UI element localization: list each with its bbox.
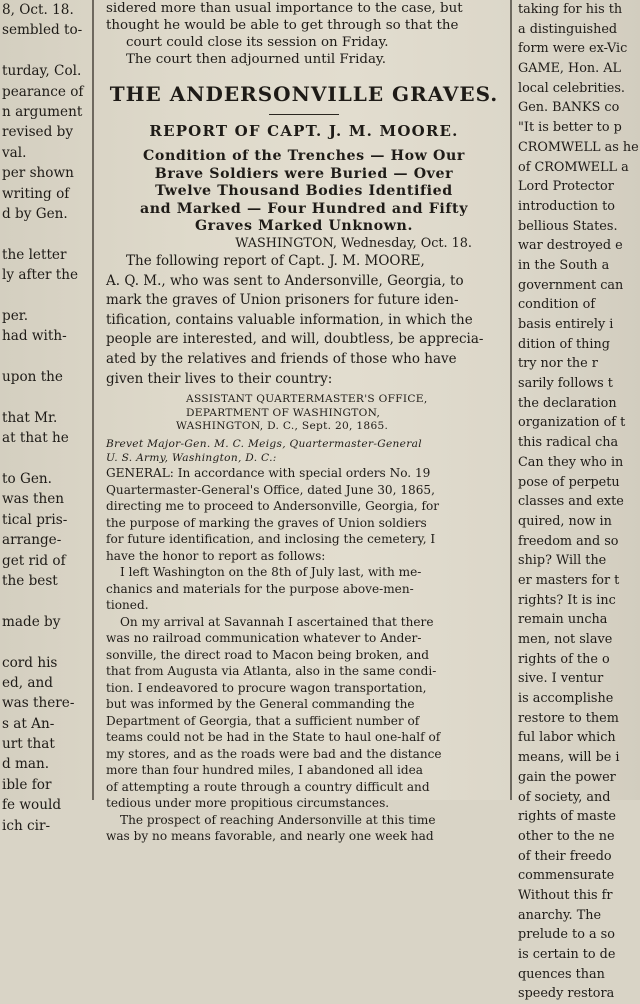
text-line: restore to them: [518, 710, 619, 726]
text-line: to Gen.: [2, 470, 52, 487]
text-line: other to the ne: [518, 828, 615, 844]
text-line: was then: [2, 491, 65, 508]
text-line: ed, and: [2, 674, 53, 691]
text-line: in the South a: [518, 257, 610, 273]
text-line: On my arrival at Savannah I ascertained that there: [120, 614, 434, 629]
text-line: GAME, Hon. AL: [518, 61, 622, 77]
text-line: Can they who in: [518, 454, 624, 470]
text-line: writing of: [2, 185, 70, 202]
text-line: get rid of: [2, 552, 66, 569]
text-line: local celebrities.: [518, 80, 626, 96]
headline-deck: [106, 148, 502, 236]
text-line: pose of perpetu: [518, 474, 620, 490]
text-line: teams could not be had in the State to haul one-half of: [106, 730, 441, 745]
text-line: that Mr.: [2, 409, 58, 426]
text-line: at that he: [2, 430, 69, 447]
text-line: is accomplishe: [518, 691, 614, 707]
memo-line: ASSISTANT QUARTERMASTER'S OFFICE,: [186, 393, 428, 406]
text-line: 8, Oct. 18.: [2, 2, 74, 18]
text-line: anarchy. The: [518, 907, 602, 923]
text-line: the best: [2, 572, 58, 589]
text-line: tical pris-: [2, 511, 68, 528]
memo-addressee: [106, 438, 502, 465]
headline: THE ANDERSONVILLE GRAVES.: [109, 82, 499, 106]
text-line: revised by: [2, 124, 73, 141]
text-line: given their lives to their country:: [106, 370, 333, 387]
subheadline: REPORT OF CAPT. J. M. MOORE.: [149, 122, 459, 140]
text-line: freedom and so: [518, 533, 619, 549]
text-line: val.: [2, 144, 27, 161]
text-line: men, not slave: [518, 632, 613, 647]
text-line: per.: [2, 307, 29, 324]
text-line: s at An-: [2, 715, 55, 732]
text-line: The court then adjourned until Friday.: [126, 52, 386, 67]
text-line: introduction to: [518, 198, 615, 214]
text-line: try nor the r: [518, 356, 598, 372]
deck-line: Condition of the Trenches — How Our: [143, 148, 465, 164]
text-line: gain the power: [518, 769, 616, 785]
dateline: WASHINGTON, Wednesday, Oct. 18.: [235, 235, 472, 251]
text-line: the declaration: [518, 395, 617, 411]
text-line: [0, 632, 88, 652]
text-line: my stores, and as the roads were bad and the distance: [106, 746, 442, 761]
text-line: "It is better to p: [518, 120, 622, 136]
text-line: fe would: [2, 797, 62, 814]
text-line: [0, 591, 88, 611]
text-line: rights of maste: [518, 809, 616, 825]
addressee-line: U. S. Army, Washington, D. C.:: [106, 451, 277, 464]
text-line: pearance of: [2, 83, 84, 100]
text-line: had with-: [2, 328, 67, 345]
text-line: was no railroad communication whatever to Ander-: [106, 631, 422, 646]
text-line: condition of: [518, 297, 596, 313]
text-line: The following report of Capt. J. M. MOORE,: [126, 252, 425, 269]
text-line: remain uncha: [518, 612, 608, 628]
text-line: quired, now in: [518, 513, 612, 529]
text-line: of CROMWELL a: [518, 159, 629, 175]
text-line: sidered more than usual importance to the case, but: [106, 1, 463, 16]
text-line: ated by the relatives and friends of those who have: [106, 350, 457, 367]
text-line: speedy restora: [518, 986, 615, 1002]
report-body: [106, 465, 502, 845]
column-rule-right: [510, 0, 512, 800]
text-line: commensurate: [518, 868, 615, 884]
text-line: is certain to de: [518, 947, 616, 962]
text-line: sembled to-: [2, 22, 83, 39]
text-line: classes and exte: [518, 494, 624, 510]
text-line: taking for his th: [518, 2, 623, 17]
memo-line: DEPARTMENT OF WASHINGTON,: [186, 406, 381, 419]
text-line: means, will be i: [518, 750, 620, 766]
text-line: war destroyed e: [518, 238, 623, 254]
text-line: sonville, the direct road to Macon being broken, and: [106, 647, 430, 662]
text-line: A. Q. M., who was sent to Andersonville, Georgia, to: [106, 272, 464, 289]
text-line: [0, 387, 88, 407]
text-line: cord his: [2, 654, 58, 671]
text-line: quences than: [518, 966, 605, 982]
text-line: that from Augusta via Atlanta, also in the same condi-: [106, 664, 437, 679]
memo-line: WASHINGTON, D. C., Sept. 20, 1865.: [176, 420, 389, 433]
text-line: people are interested, and will, doubtless, be apprecia-: [106, 331, 484, 348]
text-line: was there-: [2, 695, 75, 712]
text-line: government can: [518, 277, 624, 293]
text-line: Without this fr: [518, 887, 613, 903]
text-line: per shown: [2, 165, 74, 182]
text-line: for future identification, and inclosing the cemetery, I: [106, 532, 436, 547]
memo-heading: [106, 393, 502, 434]
text-line: directing me to proceed to Andersonville, Georgia, for: [106, 499, 440, 514]
text-line: basis entirely i: [518, 317, 614, 332]
text-line: more than four hundred miles, I abandoned all idea: [106, 763, 423, 778]
right-column: [516, 0, 640, 1002]
column-rule-left: [92, 0, 94, 800]
text-line: GENERAL: In accordance with special orders No. 19: [106, 466, 431, 481]
deck-line: and Marked — Four Hundred and Fifty: [139, 200, 469, 217]
text-line: [0, 449, 88, 469]
center-column: [98, 0, 508, 844]
text-line: [0, 224, 88, 244]
text-line: rights of the o: [518, 651, 610, 667]
text-line: made by: [2, 613, 61, 630]
text-line: have the honor to report as follows:: [106, 548, 326, 563]
text-line: thought he would be able to get through so that the: [106, 18, 459, 33]
text-line: Gen. BANKS co: [518, 100, 620, 116]
text-line: [0, 285, 88, 305]
text-line: the purpose of marking the graves of Union soldiers: [106, 515, 427, 530]
text-line: chanics and materials for the purpose above-men-: [106, 581, 414, 596]
addressee-line: Brevet Major-Gen. M. C. Meigs, Quartermaster-General: [106, 437, 422, 450]
text-line: The prospect of reaching Andersonville at this time: [120, 812, 436, 827]
text-line: court could close its session on Friday.: [126, 35, 389, 50]
text-line: but was informed by the General commanding the: [106, 697, 415, 712]
text-line: upon the: [2, 369, 63, 386]
text-line: sive. I ventur: [518, 671, 604, 687]
text-line: of attempting a route through a country difficult and: [106, 779, 430, 794]
text-line: tion. I endeavored to procure wagon transportation,: [106, 680, 427, 695]
text-line: arrange-: [2, 532, 62, 549]
text-line: mark the graves of Union prisoners for future iden-: [106, 292, 459, 309]
text-line: was by no means favorable, and nearly one week had: [106, 829, 434, 844]
text-line: ich cir-: [2, 817, 51, 834]
text-line: tioned.: [106, 598, 149, 613]
intro-paragraph: [106, 252, 502, 389]
text-line: sarily follows t: [518, 376, 613, 392]
text-line: I left Washington on the 8th of July last, with me-: [120, 565, 422, 580]
deck-line: Twelve Thousand Bodies Identified: [155, 183, 453, 200]
deck-line: Graves Marked Unknown.: [194, 218, 414, 235]
text-line: the letter: [2, 246, 67, 263]
text-line: ful labor which: [518, 730, 616, 746]
text-line: [0, 347, 88, 367]
text-line: ship? Will the: [518, 553, 607, 569]
text-line: d by Gen.: [2, 205, 68, 222]
text-line: of their freedo: [518, 848, 612, 864]
text-line: turday, Col.: [2, 63, 82, 80]
text-line: rights? It is inc: [518, 592, 616, 608]
text-line: tedious under more propitious circumstances.: [106, 796, 390, 811]
text-line: this radical cha: [518, 435, 619, 451]
left-column: [0, 0, 88, 834]
text-line: Quartermaster-General's Office, dated June 30, 1865,: [106, 482, 435, 497]
text-line: tification, contains valuable information, in which the: [106, 311, 473, 328]
text-line: bellious States.: [518, 218, 618, 234]
text-line: n argument: [2, 103, 83, 120]
text-line: Department of Georgia, that a sufficient number of: [106, 713, 420, 728]
text-line: [0, 41, 88, 61]
text-line: d man.: [2, 756, 50, 773]
deck-line: Brave Soldiers were Buried — Over: [154, 165, 454, 182]
text-line: organization of t: [518, 415, 626, 431]
text-line: a distinguished: [518, 21, 618, 37]
text-line: er masters for t: [518, 572, 620, 588]
text-line: form were ex-Vic: [518, 41, 628, 57]
preceding-article-tail: [106, 0, 502, 68]
text-line: of society, and: [518, 789, 611, 805]
text-line: prelude to a so: [518, 927, 615, 943]
text-line: ible for: [2, 776, 52, 793]
text-line: dition of thing: [518, 336, 610, 352]
headline-divider: [269, 114, 339, 115]
text-line: Lord Protector: [518, 179, 614, 195]
text-line: ly after the: [2, 267, 79, 284]
text-line: CROMWELL as he: [518, 139, 639, 155]
text-line: urt that: [2, 736, 55, 753]
